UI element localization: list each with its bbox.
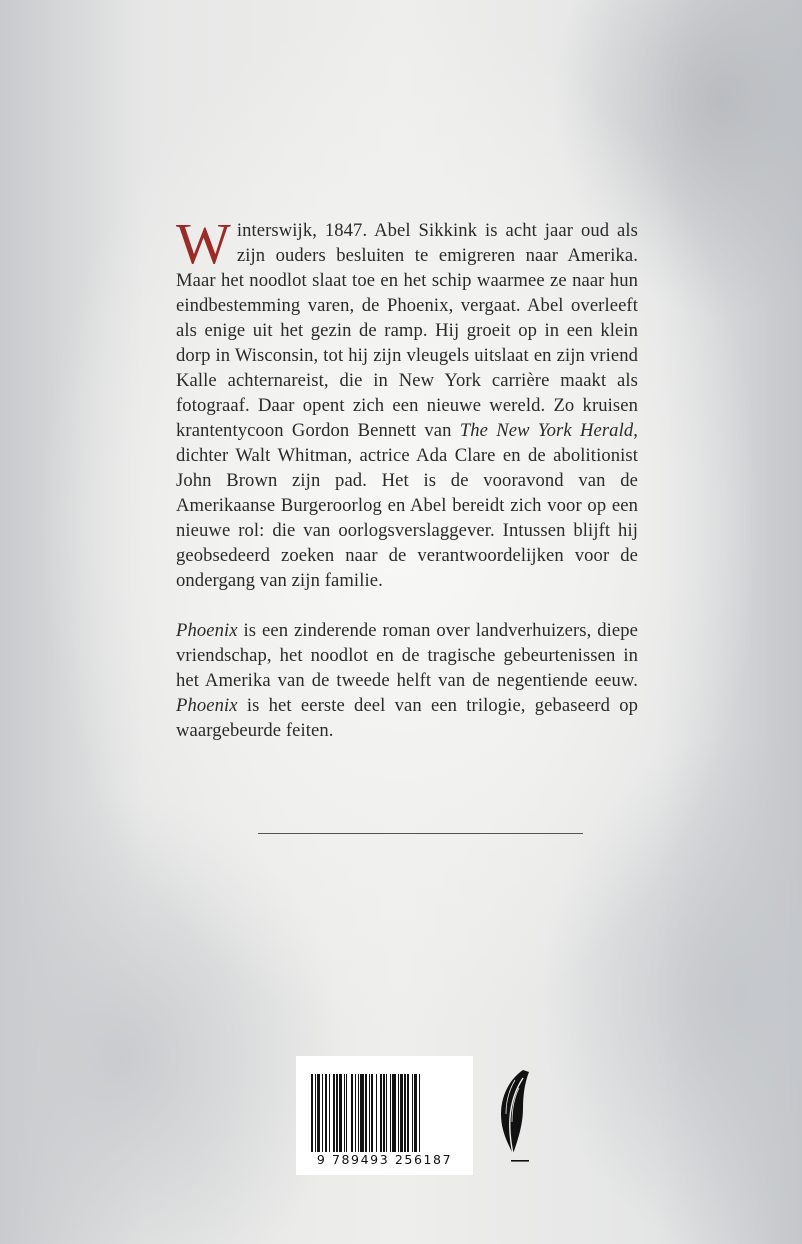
blurb-p2-end: is het eerste deel van een trilogie, gebaseerd op waargebeurde feiten. (176, 695, 638, 741)
quill-pen-nib-icon (493, 1068, 533, 1165)
blurb-p1-text: interswijk, 1847. Abel Sikkink is acht jaar oud als zijn ouders besluiten te emigreren naar Amerika. Maar het noodlot slaat toe en het schip waarmee ze naar hun eindbestemming varen, de Phoenix, vergaat. Abel overleeft als enige uit het gezin de ramp. Hij groeit op in een klein dorp in Wisconsin, tot hij zijn vleugels uitslaat en zijn vriend Kalle achternareist, die in New York carrière maakt als fotograaf. Daar opent zich een nieuwe wereld. Zo kruisen krantentycoon Gordon Bennett van (176, 220, 638, 441)
barcode-bars (311, 1074, 458, 1152)
newspaper-title: The New York Herald (459, 420, 634, 441)
divider-rule (258, 833, 583, 834)
isbn-number: 9 789493 256187 (316, 1152, 453, 1167)
isbn-barcode (296, 1056, 473, 1175)
drop-cap: W (176, 211, 231, 276)
back-cover-blurb (176, 211, 638, 743)
blurb-p2-text: is een zinderende roman over landverhuizers, diepe vriendschap, het noodlot en de tragische gebeurtenissen in het Amerika van de tweede helft van de negentiende eeuw. (176, 620, 638, 691)
book-title-1: Phoenix (176, 620, 238, 641)
book-title-2: Phoenix (176, 695, 238, 716)
blurb-paragraph-2 (176, 618, 638, 743)
blurb-paragraph-1 (176, 211, 638, 593)
blurb-p1-end: , dichter Walt Whitman, actrice Ada Clare en de abolitionist John Brown zijn pad. Het is de vooravond van de Amerikaanse Burgeroorlog en Abel bereidt zich voor op een nieuwe rol: die van oorlogsverslaggever. Intussen blijft hij geobsedeerd zoeken naar de verantwoordelijken voor de ondergang van zijn familie. (176, 420, 638, 591)
